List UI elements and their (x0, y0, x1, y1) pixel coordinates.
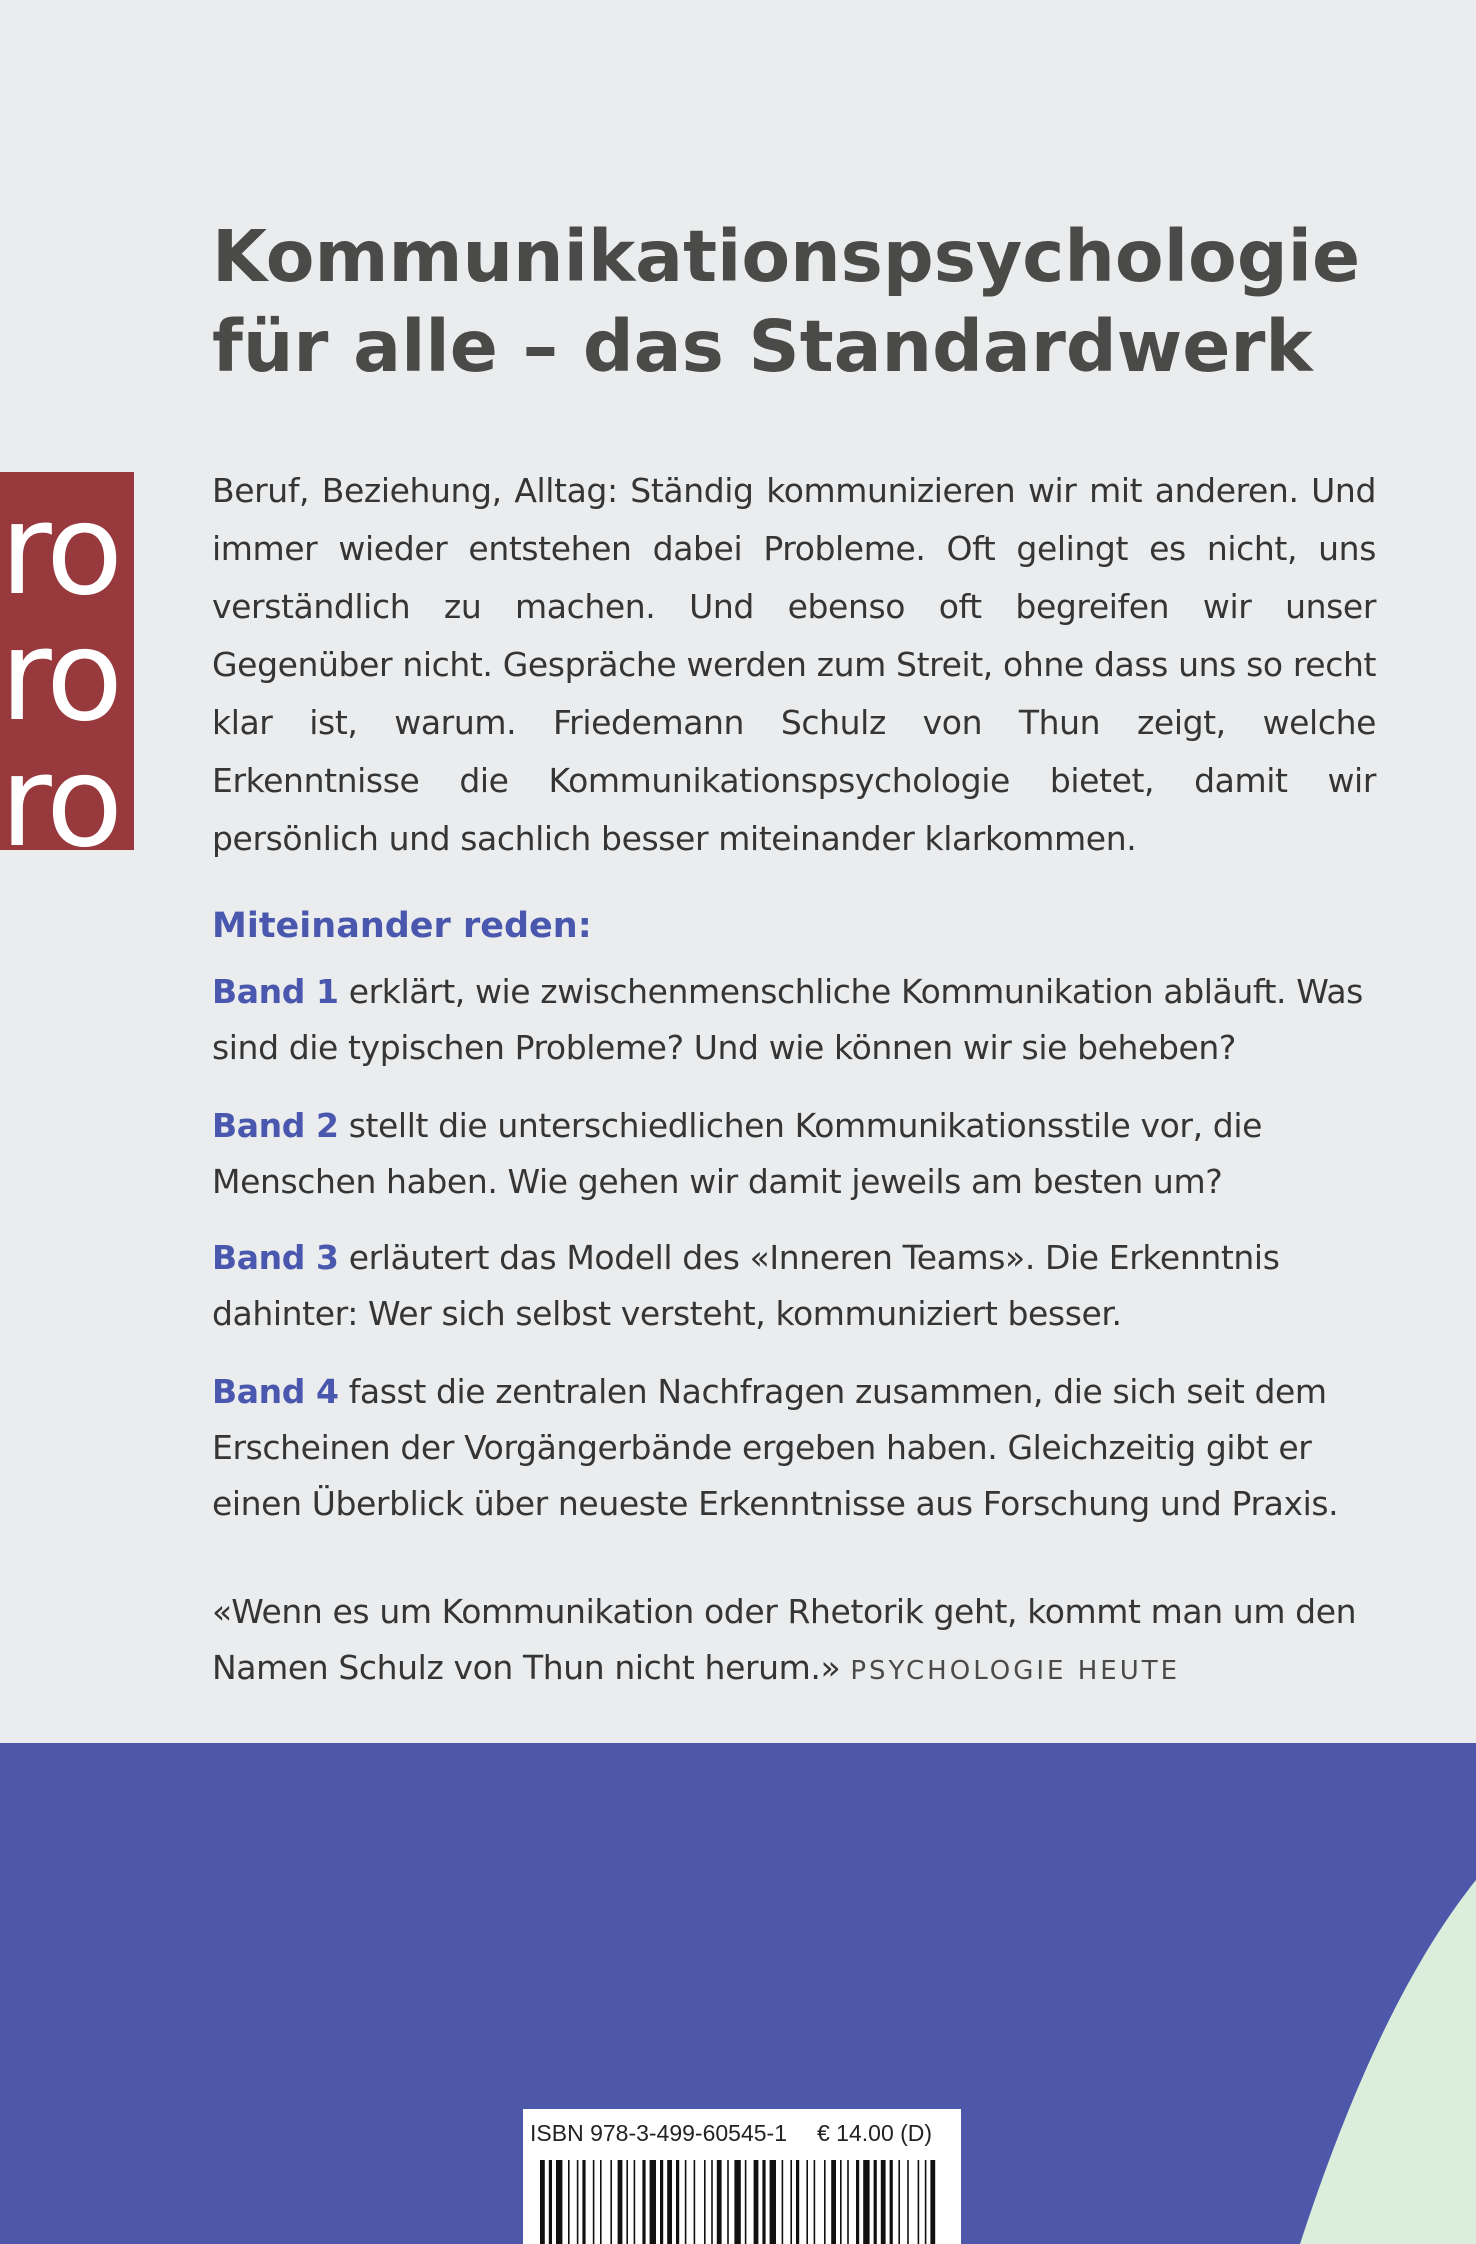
barcode-bar (847, 2160, 849, 2244)
heading-line-2: für alle – das Standardwerk (212, 305, 1313, 388)
barcode-bar (898, 2160, 900, 2244)
barcode-bar (717, 2160, 722, 2244)
isbn-line (530, 2116, 950, 2150)
barcode-bar (618, 2160, 623, 2244)
decorative-swirl (1300, 1880, 1476, 2244)
band-3-description (212, 1230, 1392, 1342)
logo-line-1: ro (0, 476, 121, 623)
barcode-bar (568, 2160, 570, 2244)
barcode-bar (762, 2160, 765, 2244)
band-1-label: Band 1 (212, 972, 339, 1011)
logo-line-2: ro (0, 602, 121, 749)
barcode-bar (711, 2160, 713, 2244)
barcode-bar (626, 2160, 628, 2244)
quote-text: «Wenn es um Kommunikation oder Rhetorik geht, kommt man um den Namen Schulz von Thun nicht herum.» (212, 1592, 1357, 1687)
barcode-bar (824, 2160, 826, 2244)
band-1-description (212, 964, 1392, 1076)
barcode-bar (796, 2160, 799, 2244)
barcode-bar (856, 2160, 859, 2244)
barcode-bar (642, 2160, 645, 2244)
barcode-bar (685, 2160, 687, 2244)
barcode-bar (874, 2160, 877, 2244)
barcode-bar (925, 2160, 927, 2244)
barcode-bar (577, 2160, 579, 2244)
barcode-bar (704, 2160, 706, 2244)
band-2-text: stellt die unterschiedlichen Kommunikationsstile vor, die Menschen haben. Wie gehen wir damit jeweils am besten um? (212, 1106, 1262, 1201)
barcode-bar (890, 2160, 893, 2244)
barcode-bar (600, 2160, 602, 2244)
barcode-bar (806, 2160, 808, 2244)
barcode-bar (540, 2160, 545, 2244)
barcode-bar (814, 2160, 816, 2244)
band-2-description (212, 1098, 1392, 1210)
band-4-text: fasst die zentralen Nachfragen zusammen, die sich seit dem Erscheinen der Vorgängerbände ergeben haben. Gleichzeitig gibt er einen Überblick über neueste Erkenntnisse aus Forschung und Praxis. (212, 1372, 1339, 1523)
barcode-bar (650, 2160, 656, 2244)
band-2-label: Band 2 (212, 1106, 339, 1145)
quote-source: PSYCHOLOGIE HEUTE (850, 1656, 1181, 1686)
barcode-icon (536, 2160, 946, 2244)
barcode-bar (863, 2160, 869, 2244)
band-4-description (212, 1364, 1392, 1532)
swirl-shape (1300, 1880, 1476, 2244)
isbn-number: ISBN 978-3-499-60545-1 (530, 2120, 787, 2146)
barcode-bar (840, 2160, 842, 2244)
heading-line-1: Kommunikationspsychologie (212, 215, 1361, 298)
barcode-bar (782, 2160, 784, 2244)
band-3-text: erläutert das Modell des «Inneren Teams». Die Erkenntnis dahinter: Wer sich selbst versteht, kommuniziert besser. (212, 1238, 1280, 1333)
barcode-bar (676, 2160, 679, 2244)
barcode-bar (881, 2160, 886, 2244)
band-3-label: Band 3 (212, 1238, 339, 1277)
barcode-bar (694, 2160, 696, 2244)
band-1-text: erklärt, wie zwischenmenschliche Kommunikation abläuft. Was sind die typischen Probleme? Und wie können wir sie beheben? (212, 972, 1363, 1067)
barcode-bar (660, 2160, 663, 2244)
intro-paragraph: Beruf, Beziehung, Alltag: Ständig kommunizieren wir mit anderen. Und immer wieder entstehen dabei Probleme. Oft gelingt es nicht, uns verständlich zu machen. Und ebenso oft begreifen wir unser Gegenüber nicht. Gespräche werden zum Streit, ohne dass uns so recht klar ist, warum. Friedemann Schulz von Thun zeigt, welche Erkenntnisse die Kommunikationspsychologie bietet, damit wir persönlich und sachlich besser miteinander klarkommen. (212, 471, 1376, 858)
barcode-bar (745, 2160, 747, 2244)
barcode-bar (667, 2160, 672, 2244)
barcode-bar (549, 2160, 552, 2244)
barcode-bar (790, 2160, 792, 2244)
band-4-label: Band 4 (212, 1372, 339, 1411)
back-cover-heading (212, 212, 1362, 392)
barcode-bar (770, 2160, 776, 2244)
barcode-bar (930, 2160, 935, 2244)
barcode-bar (907, 2160, 909, 2244)
barcode-bar (831, 2160, 836, 2244)
barcode-bar (918, 2160, 920, 2244)
barcode-bar (610, 2160, 612, 2244)
barcode-bar (734, 2160, 740, 2244)
barcode-bar (556, 2160, 562, 2244)
barcode-bar (754, 2160, 759, 2244)
press-quote (212, 1584, 1392, 1699)
series-heading: Miteinander reden: (212, 906, 592, 946)
logo-line-3: ro (0, 728, 121, 850)
barcode-bar (727, 2160, 729, 2244)
barcode-bar (634, 2160, 636, 2244)
price: € 14.00 (D) (817, 2120, 933, 2146)
barcode-bar (582, 2160, 585, 2244)
barcode-bar (593, 2160, 595, 2244)
rororo-logo (0, 472, 134, 850)
